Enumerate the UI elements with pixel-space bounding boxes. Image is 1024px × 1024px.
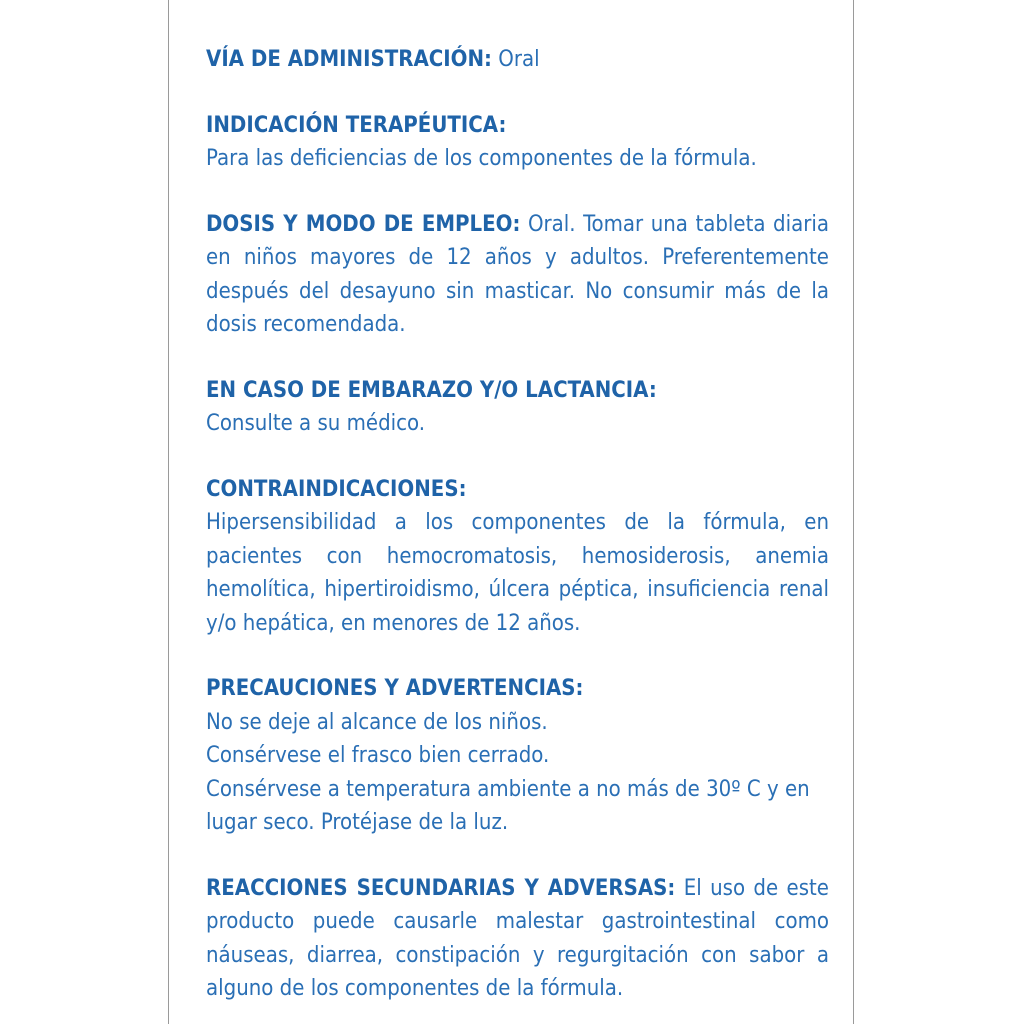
- heading-via-administracion: VÍA DE ADMINISTRACIÓN:: [206, 47, 492, 72]
- heading-precauciones-advertencias: PRECAUCIONES Y ADVERTENCIAS:: [206, 676, 584, 701]
- heading-indicacion-terapeutica: INDICACIÓN TERAPÉUTICA:: [206, 112, 507, 138]
- section-embarazo-lactancia: [206, 374, 829, 441]
- text-indicacion-terapeutica: Para las deficiencias de los componentes de la fórmula.: [206, 146, 757, 171]
- text-precaucion-2: Consérvese el frasco bien cerrado.: [206, 743, 550, 768]
- section-contraindicaciones: [206, 473, 829, 641]
- heading-contraindicaciones: CONTRAINDICACIONES:: [206, 476, 467, 502]
- text-via-administracion: Oral: [491, 47, 540, 72]
- section-reacciones-secundarias: [206, 872, 829, 1006]
- section-indicacion-terapeutica: [206, 109, 829, 176]
- section-via-administracion: [206, 43, 829, 77]
- label-content: [206, 43, 829, 1024]
- heading-embarazo-lactancia: EN CASO DE EMBARAZO Y/O LACTANCIA:: [206, 377, 657, 403]
- text-reacciones-secundarias: El uso de este producto puede causarle malestar gastrointestinal como náuseas, diarrea, constipación y regurgitación con sabor a alguno de los componentes de la fórmula.: [206, 875, 829, 1001]
- text-embarazo-lactancia: Consulte a su médico.: [206, 411, 426, 436]
- section-dosis-modo-empleo: [206, 208, 829, 342]
- text-contraindicaciones: Hipersensibilidad a los componentes de la fórmula, en pacientes con hemocromatosis, hemosiderosis, anemia hemolítica, hipertiroidismo, úlcera péptica, insuficiencia renal y/o hepática, en menores de 12 años.: [206, 510, 829, 636]
- text-dosis-modo-empleo: Oral. Tomar una tableta diaria en niños mayores de 12 años y adultos. Preferentemente después del desayuno sin masticar. No consumir más de la dosis recomendada.: [206, 211, 829, 337]
- text-precaucion-1: No se deje al alcance de los niños.: [206, 709, 548, 735]
- section-precauciones-advertencias: [206, 672, 829, 840]
- heading-dosis-modo-empleo: DOSIS Y MODO DE EMPLEO:: [206, 211, 521, 237]
- heading-reacciones-secundarias: REACCIONES SECUNDARIAS Y ADVERSAS:: [206, 875, 676, 901]
- text-precaucion-3: Consérvese a temperatura ambiente a no más de 30º C y en lugar seco. Protéjase de la luz.: [206, 776, 810, 835]
- label-panel: [168, 0, 854, 1024]
